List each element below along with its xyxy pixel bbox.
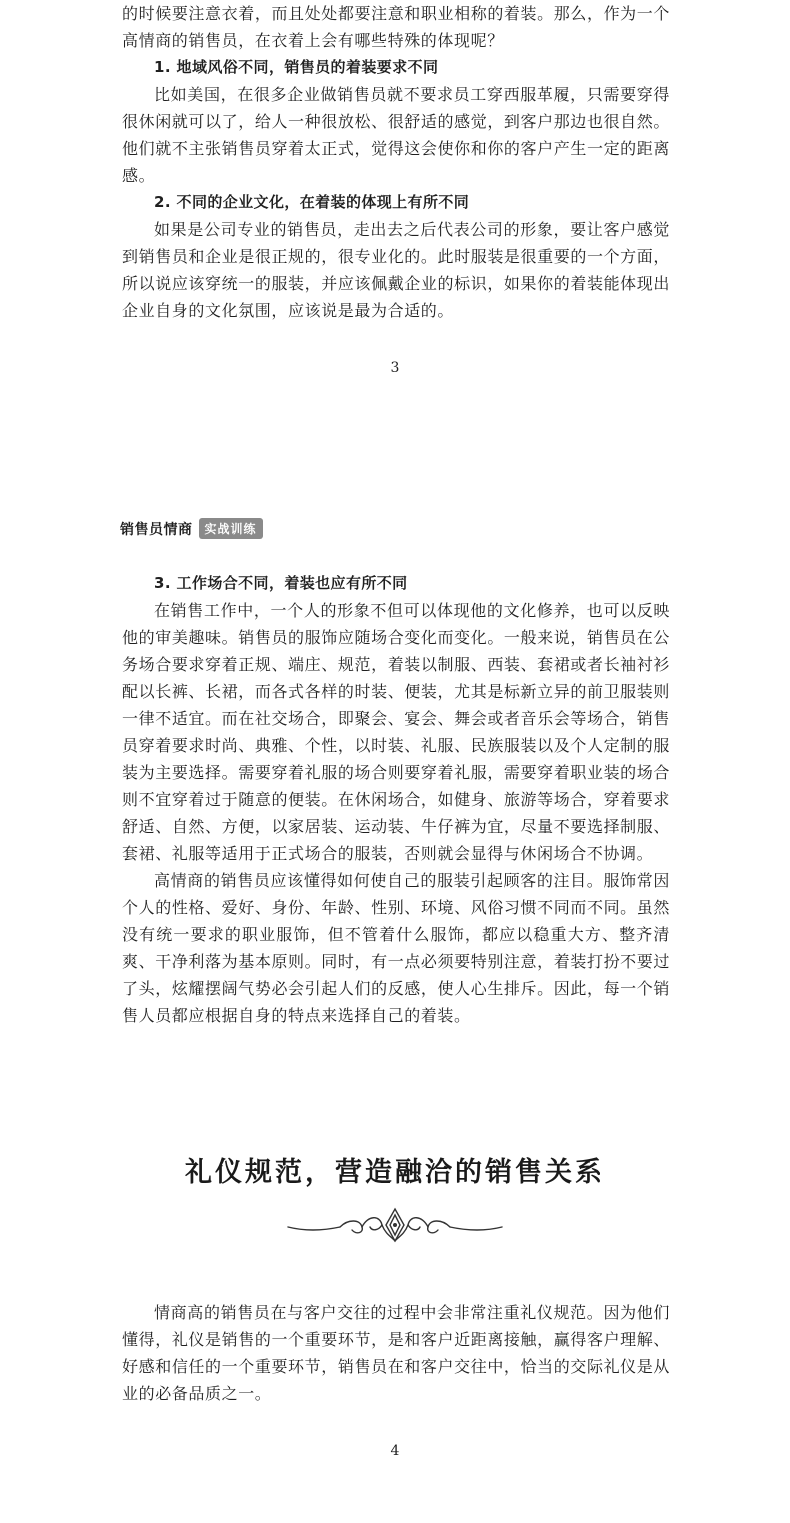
running-header bbox=[120, 518, 263, 539]
page4-body bbox=[122, 570, 670, 1029]
paragraph: 的时候要注意衣着，而且处处都要注意和职业相称的着装。那么，作为一个高情商的销售员，在衣着上会有哪些特殊的体现呢？ bbox=[122, 4, 670, 50]
page-number-3: 3 bbox=[390, 360, 400, 376]
paragraph: 高情商的销售员应该懂得如何使自己的服装引起顾客的注目。服饰常因个人的性格、爱好、身份、年龄、性别、环境、风俗习惯不同而不同。虽然没有统一要求的职业服饰，但不管着什么服饰，都应以稳重大方、整齐清爽、干净利落为基本原则。同时，有一点必须要特别注意，着装打扮不要过了头，炫耀摆阔气势必会引起人们的反感，使人心生排斥。因此，每一个销售人员都应根据自身的特点来选择自己的着装。 bbox=[122, 871, 670, 1025]
subheading: 2. 不同的企业文化，在着装的体现上有所不同 bbox=[154, 193, 470, 211]
page4-intro bbox=[122, 1299, 670, 1407]
running-header-title: 销售员情商 bbox=[120, 521, 193, 538]
paragraph: 比如美国，在很多企业做销售员就不要求员工穿西服革履，只需要穿得很休闲就可以了，给人一种很放松、很舒适的感觉，到客户那边也很自然。他们就不主张销售员穿着太正式，觉得这会使你和你的客户产生一定的距离感。 bbox=[122, 85, 670, 185]
subheading: 3. 工作场合不同，着装也应有所不同 bbox=[154, 574, 408, 592]
page3-body bbox=[122, 0, 670, 324]
paragraph: 情商高的销售员在与客户交往的过程中会非常注重礼仪规范。因为他们懂得，礼仪是销售的一个重要环节，是和客户近距离接触，赢得客户理解、好感和信任的一个重要环节，销售员在和客户交往中，恰当的交际礼仪是从业的必备品质之一。 bbox=[122, 1303, 670, 1403]
ornament-divider-icon bbox=[282, 1201, 508, 1249]
page-number-4: 4 bbox=[390, 1443, 400, 1459]
subheading: 1. 地域风俗不同，销售员的着装要求不同 bbox=[154, 58, 439, 76]
section-title: 礼仪规范，营造融洽的销售关系 bbox=[185, 1157, 605, 1188]
paragraph: 在销售工作中，一个人的形象不但可以体现他的文化修养，也可以反映他的审美趣味。销售员的服饰应随场合变化而变化。一般来说，销售员在公务场合要求穿着正规、端庄、规范，着装以制服、西装、套裙或者长袖衬衫配以长裤、长裙，而各式各样的时装、便装，尤其是标新立异的前卫服装则一律不适宜。而在社交场合，即聚会、宴会、舞会或者音乐会等场合，销售员穿着要求时尚、典雅、个性，以时装、礼服、民族服装以及个人定制的服装为主要选择。需要穿着礼服的场合则要穿着礼服，需要穿着职业装的场合则不宜穿着过于随意的便装。在休闲场合，如健身、旅游等场合，穿着要求舒适、自然、方便，以家居装、运动装、牛仔裤为宜，尽量不要选择制服、套裙、礼服等适用于正式场合的服装，否则就会显得与休闲场合不协调。 bbox=[122, 601, 670, 863]
running-header-badge: 实战训练 bbox=[199, 518, 263, 539]
paragraph: 如果是公司专业的销售员，走出去之后代表公司的形象，要让客户感觉到销售员和企业是很正规的，很专业化的。此时服装是很重要的一个方面，所以说应该穿统一的服装，并应该佩戴企业的标识，如果你的着装能体现出企业自身的文化氛围，应该说是最为合适的。 bbox=[122, 220, 670, 320]
